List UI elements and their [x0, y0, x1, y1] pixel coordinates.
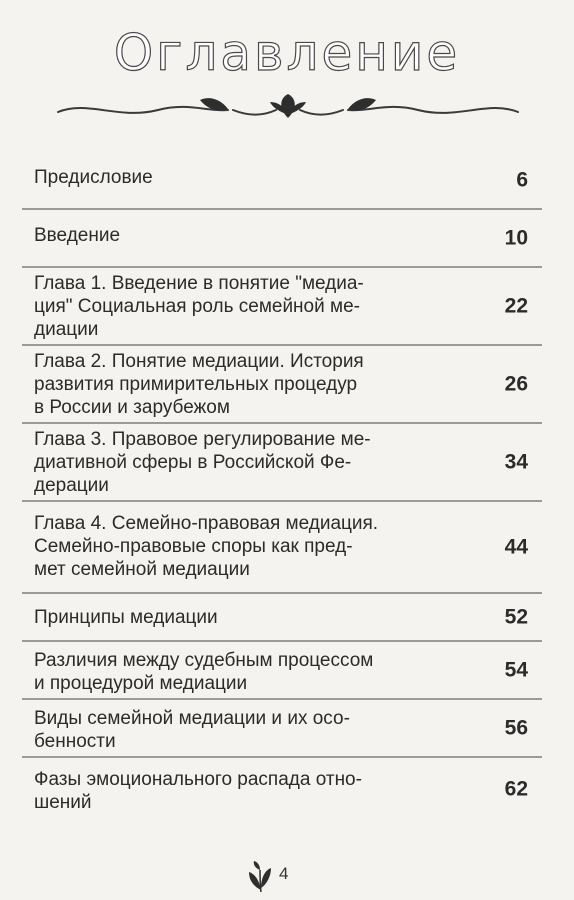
toc-entry-title-line: мет семейной медиации: [34, 559, 250, 580]
leaf-footer-icon: [247, 860, 273, 894]
toc-entry-title: Принципы медиации: [34, 607, 218, 628]
toc-entry-title: Предисловие: [34, 167, 153, 188]
toc-entry-page: 26: [504, 372, 528, 396]
toc-entry-page: 10: [504, 226, 528, 250]
toc-entry-title-line: в России и зарубежом: [34, 397, 230, 418]
toc-entry[interactable]: [22, 700, 542, 758]
toc-entry-title-line: и процедурой медиации: [34, 673, 248, 694]
toc-entry-page: 44: [504, 535, 528, 559]
toc-entry-title-line: Глава 2. Понятие медиации. История: [34, 351, 364, 372]
toc-entry-title-line: шений: [34, 792, 92, 813]
toc-entry[interactable]: [22, 758, 542, 820]
toc-entry-page: 22: [504, 294, 528, 318]
toc-entry-page: 52: [504, 605, 528, 629]
toc-entry-page: 54: [504, 658, 528, 682]
toc-entry-title: Введение: [34, 225, 121, 246]
toc-entry-title-line: Различия между судебным процессом: [34, 650, 374, 671]
toc-entry[interactable]: [22, 502, 542, 594]
toc-entry-title-line: диации: [34, 319, 99, 340]
toc-entry-title-line: Семейно-правовые споры как пред-: [34, 536, 353, 557]
toc-entry-title-line: Глава 3. Правовое регулирование ме-: [34, 429, 371, 450]
toc-entry-title-line: Глава 1. Введение в понятие "медиа-: [34, 273, 364, 294]
toc-entry[interactable]: [22, 346, 542, 424]
toc-entry-page: 34: [504, 450, 528, 474]
ornament-divider-icon: [48, 90, 528, 126]
toc-entry-title-line: дерации: [34, 475, 109, 496]
toc-entry-page: 62: [504, 777, 528, 801]
toc-entry-title-line: диативной сферы в Российской Фе-: [34, 452, 352, 473]
toc-entry-title-line: Глава 4. Семейно-правовая медиация.: [34, 513, 379, 534]
toc-entry-title-line: развития примирительных процедур: [34, 374, 358, 395]
toc-entry[interactable]: [22, 268, 542, 346]
toc-entry[interactable]: [22, 210, 542, 268]
toc-entry-title-line: Фазы эмоционального распада отно-: [34, 769, 362, 790]
page-title: Оглавление: [113, 24, 461, 82]
toc-entry[interactable]: [22, 152, 542, 210]
table-of-contents: [22, 152, 542, 820]
toc-entry[interactable]: [22, 642, 542, 700]
toc-entry[interactable]: [22, 594, 542, 642]
toc-entry-page: 56: [504, 716, 528, 740]
toc-entry[interactable]: [22, 424, 542, 502]
page-number: 4: [279, 864, 289, 883]
toc-entry-title-line: бенности: [34, 731, 116, 752]
toc-entry-page: 6: [516, 168, 528, 192]
toc-entry-title-line: ция" Социальная роль семейной ме-: [34, 296, 360, 317]
toc-entry-title-line: Виды семейной медиации и их осо-: [34, 708, 350, 729]
